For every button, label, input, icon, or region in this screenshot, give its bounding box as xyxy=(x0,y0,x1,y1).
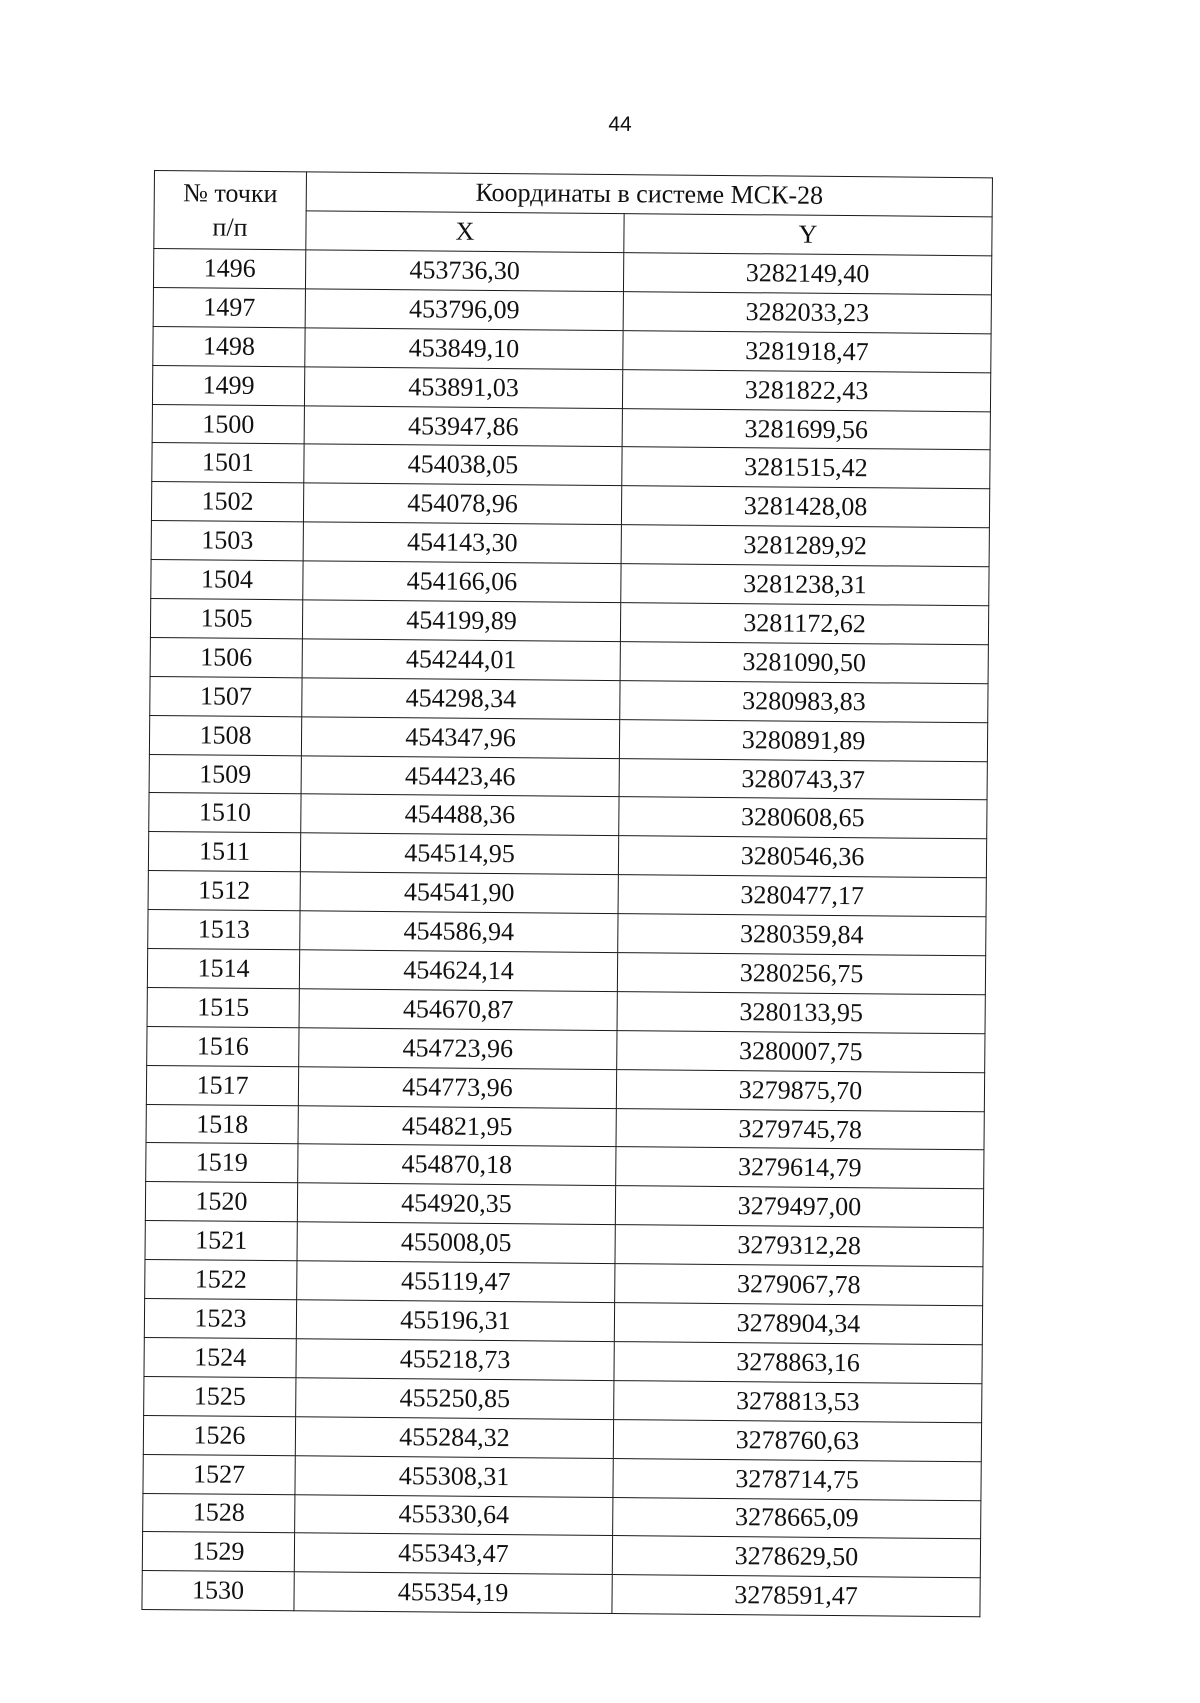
y-coordinate-cell: 3280983,83 xyxy=(620,680,988,722)
x-coordinate-cell: 454624,14 xyxy=(299,950,617,992)
y-coordinate-cell: 3278591,47 xyxy=(612,1575,980,1617)
point-number-cell: 1511 xyxy=(148,832,300,872)
y-coordinate-cell: 3280007,75 xyxy=(617,1030,985,1072)
x-coordinate-cell: 454143,30 xyxy=(303,522,621,564)
x-coordinate-cell: 453891,03 xyxy=(304,366,622,408)
point-number-cell: 1513 xyxy=(148,910,300,950)
x-coordinate-cell: 454870,18 xyxy=(298,1144,616,1186)
x-coordinate-cell: 454514,95 xyxy=(300,833,618,875)
point-number-cell: 1505 xyxy=(150,599,302,639)
coordinates-system-header: Координаты в системе МСК-28 xyxy=(306,172,992,217)
x-coordinate-cell: 455218,73 xyxy=(296,1339,614,1381)
x-coordinate-cell: 453736,30 xyxy=(305,250,623,292)
point-number-cell: 1496 xyxy=(153,249,305,289)
point-number-cell: 1512 xyxy=(148,871,300,911)
y-coordinate-cell: 3279875,70 xyxy=(616,1069,984,1111)
point-number-cell: 1527 xyxy=(143,1454,295,1494)
x-coordinate-cell: 455343,47 xyxy=(294,1533,612,1575)
point-number-cell: 1529 xyxy=(142,1532,294,1572)
x-coordinate-cell: 454347,96 xyxy=(301,716,619,758)
y-coordinate-cell: 3281428,08 xyxy=(621,486,989,528)
point-number-cell: 1508 xyxy=(149,715,301,755)
x-column-header: X xyxy=(306,211,624,253)
point-number-cell: 1522 xyxy=(145,1260,297,1300)
x-coordinate-cell: 454423,46 xyxy=(301,755,619,797)
coordinates-table xyxy=(141,170,993,1617)
x-coordinate-cell: 454488,36 xyxy=(301,794,619,836)
y-coordinate-cell: 3281238,31 xyxy=(621,564,989,606)
point-number-cell: 1518 xyxy=(146,1104,298,1144)
point-number-cell: 1525 xyxy=(144,1376,296,1416)
y-coordinate-cell: 3280256,75 xyxy=(617,953,985,995)
x-coordinate-cell: 454821,95 xyxy=(298,1105,616,1147)
x-coordinate-cell: 455196,31 xyxy=(296,1300,614,1342)
x-coordinate-cell: 454773,96 xyxy=(298,1066,616,1108)
x-coordinate-cell: 455119,47 xyxy=(297,1261,615,1303)
point-number-cell: 1514 xyxy=(147,949,299,989)
table-body xyxy=(142,249,992,1617)
y-coordinate-cell: 3278760,63 xyxy=(613,1419,981,1461)
y-coordinate-cell: 3278904,34 xyxy=(614,1303,982,1345)
y-coordinate-cell: 3280608,65 xyxy=(619,797,987,839)
x-coordinate-cell: 454244,01 xyxy=(302,639,620,681)
point-number-cell: 1523 xyxy=(144,1299,296,1339)
x-coordinate-cell: 454541,90 xyxy=(300,872,618,914)
y-coordinate-cell: 3280133,95 xyxy=(617,991,985,1033)
y-coordinate-cell: 3280477,17 xyxy=(618,875,986,917)
header-row xyxy=(154,171,992,217)
x-coordinate-cell: 455008,05 xyxy=(297,1222,615,1264)
y-coordinate-cell: 3282033,23 xyxy=(623,291,991,333)
x-coordinate-cell: 455250,85 xyxy=(296,1378,614,1420)
point-number-cell: 1526 xyxy=(143,1415,295,1455)
y-coordinate-cell: 3281515,42 xyxy=(622,447,990,489)
x-coordinate-cell: 454166,06 xyxy=(303,561,621,603)
x-coordinate-cell: 454038,05 xyxy=(304,444,622,486)
point-number-cell: 1530 xyxy=(142,1571,294,1611)
point-number-cell: 1509 xyxy=(149,754,301,794)
x-coordinate-cell: 454920,35 xyxy=(297,1183,615,1225)
x-coordinate-cell: 455330,64 xyxy=(295,1494,613,1536)
point-number-cell: 1500 xyxy=(152,404,304,444)
y-column-header: Y xyxy=(624,214,992,256)
point-number-cell: 1499 xyxy=(152,365,304,405)
x-coordinate-cell: 454723,96 xyxy=(299,1028,617,1070)
x-coordinate-cell: 454298,34 xyxy=(302,678,620,720)
point-number-cell: 1507 xyxy=(150,676,302,716)
y-coordinate-cell: 3279497,00 xyxy=(615,1186,983,1228)
y-coordinate-cell: 3281822,43 xyxy=(622,369,990,411)
y-coordinate-cell: 3280546,36 xyxy=(618,836,986,878)
y-coordinate-cell: 3280891,89 xyxy=(619,719,987,761)
point-number-cell: 1501 xyxy=(152,443,304,483)
point-number-cell: 1497 xyxy=(153,287,305,327)
point-number-header xyxy=(154,171,307,250)
x-coordinate-cell: 455354,19 xyxy=(294,1572,612,1614)
y-coordinate-cell: 3278665,09 xyxy=(613,1497,981,1539)
point-number-cell: 1504 xyxy=(151,560,303,600)
point-number-cell: 1502 xyxy=(151,482,303,522)
point-number-cell: 1498 xyxy=(153,326,305,366)
y-coordinate-cell: 3281172,62 xyxy=(620,603,988,645)
y-coordinate-cell: 3278714,75 xyxy=(613,1458,981,1500)
x-coordinate-cell: 455284,32 xyxy=(295,1417,613,1459)
point-number-cell: 1528 xyxy=(143,1493,295,1533)
y-coordinate-cell: 3280359,84 xyxy=(618,914,986,956)
y-coordinate-cell: 3279067,78 xyxy=(615,1264,983,1306)
y-coordinate-cell: 3282149,40 xyxy=(623,253,991,295)
point-number-cell: 1515 xyxy=(147,987,299,1027)
y-coordinate-cell: 3279745,78 xyxy=(616,1108,984,1150)
y-coordinate-cell: 3280743,37 xyxy=(619,758,987,800)
y-coordinate-cell: 3281918,47 xyxy=(623,330,991,372)
coordinates-table-container xyxy=(141,170,992,1617)
table-header xyxy=(154,171,993,256)
point-number-cell: 1503 xyxy=(151,521,303,561)
y-coordinate-cell: 3279614,79 xyxy=(616,1147,984,1189)
x-coordinate-cell: 453947,86 xyxy=(304,405,622,447)
point-number-cell: 1506 xyxy=(150,637,302,677)
x-coordinate-cell: 454670,87 xyxy=(299,989,617,1031)
x-coordinate-cell: 455308,31 xyxy=(295,1455,613,1497)
point-number-cell: 1516 xyxy=(147,1026,299,1066)
y-coordinate-cell: 3278813,53 xyxy=(614,1380,982,1422)
x-coordinate-cell: 453796,09 xyxy=(305,289,623,331)
y-coordinate-cell: 3279312,28 xyxy=(615,1225,983,1267)
point-number-cell: 1524 xyxy=(144,1337,296,1377)
y-coordinate-cell: 3281289,92 xyxy=(621,525,989,567)
y-coordinate-cell: 3278863,16 xyxy=(614,1341,982,1383)
point-number-label: № точки xyxy=(183,177,278,208)
point-number-cell: 1521 xyxy=(145,1221,297,1261)
point-number-cell: 1520 xyxy=(145,1182,297,1222)
y-coordinate-cell: 3281699,56 xyxy=(622,408,990,450)
x-coordinate-cell: 453849,10 xyxy=(305,328,623,370)
x-coordinate-cell: 454199,89 xyxy=(302,600,620,642)
page-number: 44 xyxy=(608,113,632,136)
x-coordinate-cell: 454078,96 xyxy=(303,483,621,525)
table-row xyxy=(142,1571,980,1617)
point-number-cell: 1519 xyxy=(146,1143,298,1183)
x-coordinate-cell: 454586,94 xyxy=(300,911,618,953)
point-number-cell: 1517 xyxy=(146,1065,298,1105)
y-coordinate-cell: 3278629,50 xyxy=(612,1536,980,1578)
point-number-cell: 1510 xyxy=(149,793,301,833)
point-number-sublabel: п/п xyxy=(212,212,248,242)
y-coordinate-cell: 3281090,50 xyxy=(620,641,988,683)
